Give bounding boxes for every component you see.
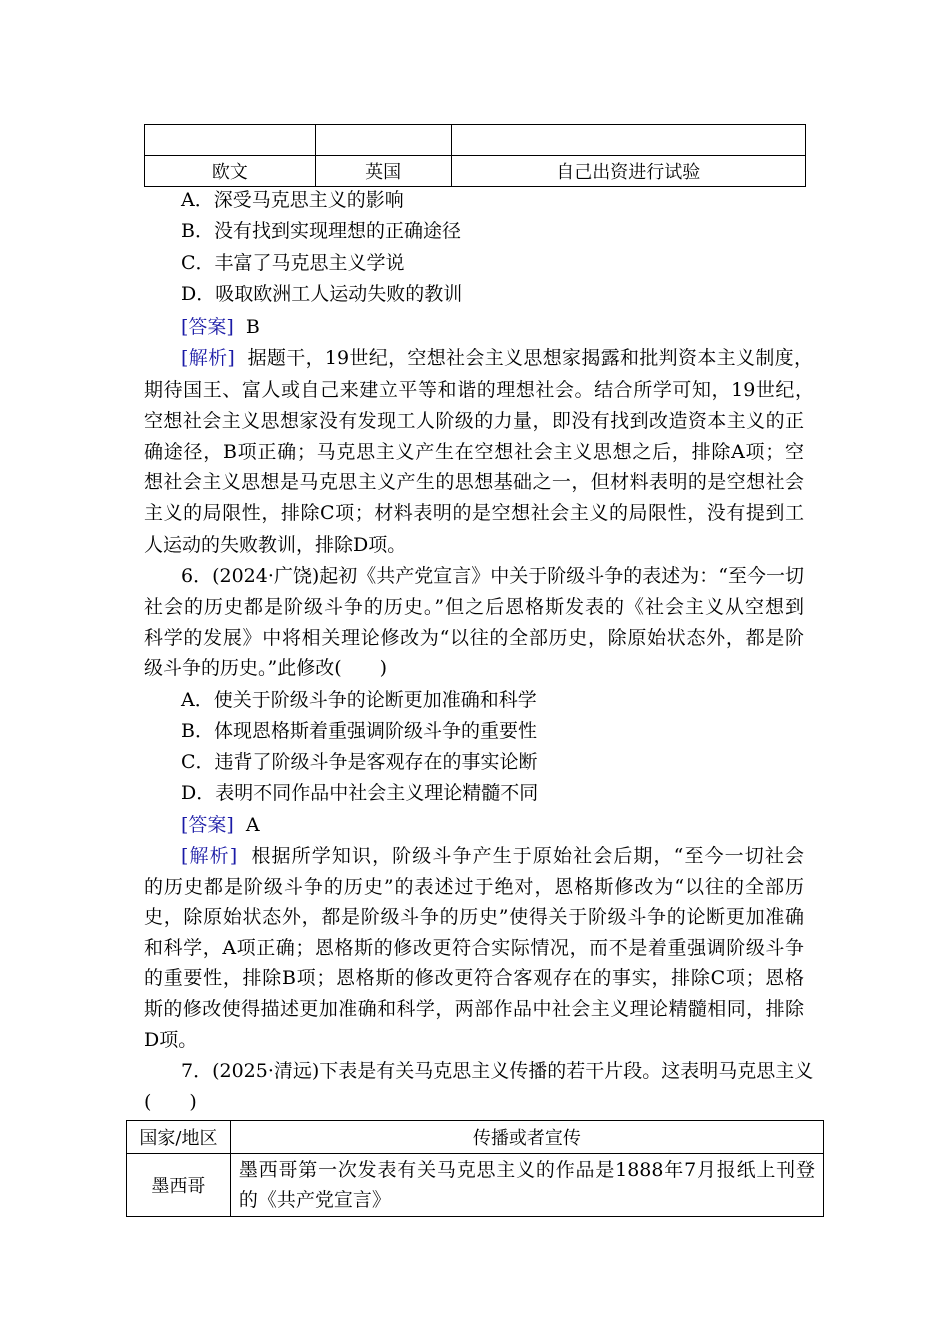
table-cell [315, 125, 451, 156]
answer-value: B [245, 316, 260, 338]
q7-stem-line: ( ) [144, 1091, 197, 1113]
q6-option-c: C．违背了阶级斗争是客观存在的事实论断 [181, 751, 538, 773]
table-cell [145, 125, 316, 156]
table-cell [451, 125, 805, 156]
analysis-tag: [解析] [181, 347, 235, 369]
q6-option-d: D．表明不同作品中社会主义理论精髓不同 [181, 782, 539, 804]
q6-option-b: B．体现恩格斯着重强调阶级斗争的重要性 [181, 720, 537, 742]
q5-option-d: D．吸取欧洲工人运动失败的教训 [181, 283, 463, 305]
table-cell: 自己出资进行试验 [451, 156, 805, 187]
q5-analysis-line: 空想社会主义思想家没有发现工人阶级的力量，即没有找到改造资本主义的正 [144, 410, 804, 432]
q5-analysis-line: 主义的局限性，排除C项；材料表明的是空想社会主义的局限性，没有提到工 [144, 502, 804, 524]
table-header-country: 国家/地区 [127, 1121, 231, 1154]
q5-option-b: B．没有找到实现理想的正确途径 [181, 220, 461, 242]
analysis-tag: [解析] [181, 845, 238, 867]
q5-analysis-line: 想社会主义思想是马克思主义产生的思想基础之一，但材料表明的是空想社会 [144, 471, 804, 493]
table-cell-country: 墨西哥 [127, 1154, 231, 1217]
table-row [127, 1154, 824, 1217]
table-row [145, 156, 806, 187]
q5-answer [181, 313, 260, 341]
table-row [145, 125, 806, 156]
table-cell: 英国 [315, 156, 451, 187]
table-header-row [127, 1121, 824, 1154]
q6-option-a: A．使关于阶级斗争的论断更加准确和科学 [181, 689, 537, 711]
table-marxism-spread [126, 1120, 824, 1217]
q6-analysis-line: 斯的修改使得描述更加准确和科学，两部作品中社会主义理论精髓相同，排除 [144, 998, 804, 1020]
answer-tag: [答案] [181, 814, 234, 836]
q6-analysis-line: 的历史都是阶级斗争的历史”的表述过于绝对，恩格斯修改为“以往的全部历 [144, 876, 804, 898]
q6-analysis-line: D项。 [144, 1029, 198, 1051]
answer-tag: [答案] [181, 316, 234, 338]
q5-analysis-line: 人运动的失败教训，排除D项。 [144, 534, 407, 556]
table-utopian-socialists [144, 124, 806, 187]
q7-stem-line: 7．(2025·清远)下表是有关马克思主义传播的若干片段。这表明马克思主义 [181, 1060, 814, 1082]
q5-analysis-line: 确途径，B项正确；马克思主义产生在空想社会主义思想之后，排除A项；空 [144, 441, 804, 463]
table-cell-content: 墨西哥第一次发表有关马克思主义的作品是1888年7月报纸上刊登 的《共产党宣言》 [230, 1154, 823, 1217]
q6-stem-line: 社会的历史都是阶级斗争的历史。”但之后恩格斯发表的《社会主义从空想到 [144, 596, 804, 618]
q5-option-a: A．深受马克思主义的影响 [181, 189, 404, 211]
q6-stem-line: 级斗争的历史。”此修改( ) [144, 657, 388, 679]
table-header-content: 传播或者宣传 [230, 1121, 823, 1154]
q6-analysis-line: 史，除原始状态外，都是阶级斗争的历史”使得关于阶级斗争的论断更加准确 [144, 906, 804, 928]
answer-value: A [245, 814, 260, 836]
q6-stem-line: 科学的发展》中将相关理论修改为“以往的全部历史，除原始状态外，都是阶 [144, 627, 804, 649]
q5-analysis-line: [解析] 据题干，19世纪，空想社会主义思想家揭露和批判资本主义制度， [181, 347, 813, 369]
q6-stem-line: 6．(2024·广饶)起初《共产党宣言》中关于阶级斗争的表述为：“至今一切 [181, 565, 805, 587]
q6-analysis-line: 的重要性，排除B项；恩格斯的修改更符合客观存在的事实，排除C项；恩格 [144, 967, 804, 989]
q6-analysis-line: 和科学，A项正确；恩格斯的修改更符合实际情况，而不是着重强调阶级斗争 [144, 937, 804, 959]
q6-answer [181, 811, 260, 839]
table-cell: 欧文 [145, 156, 316, 187]
q6-analysis-line: [解析] 根据所学知识，阶级斗争产生于原始社会后期，“至今一切社会 [181, 845, 804, 867]
q5-analysis-line: 期待国王、富人或自己来建立平等和谐的理想社会。结合所学可知，19世纪， [144, 379, 814, 401]
q5-option-c: C．丰富了马克思主义学说 [181, 252, 405, 274]
